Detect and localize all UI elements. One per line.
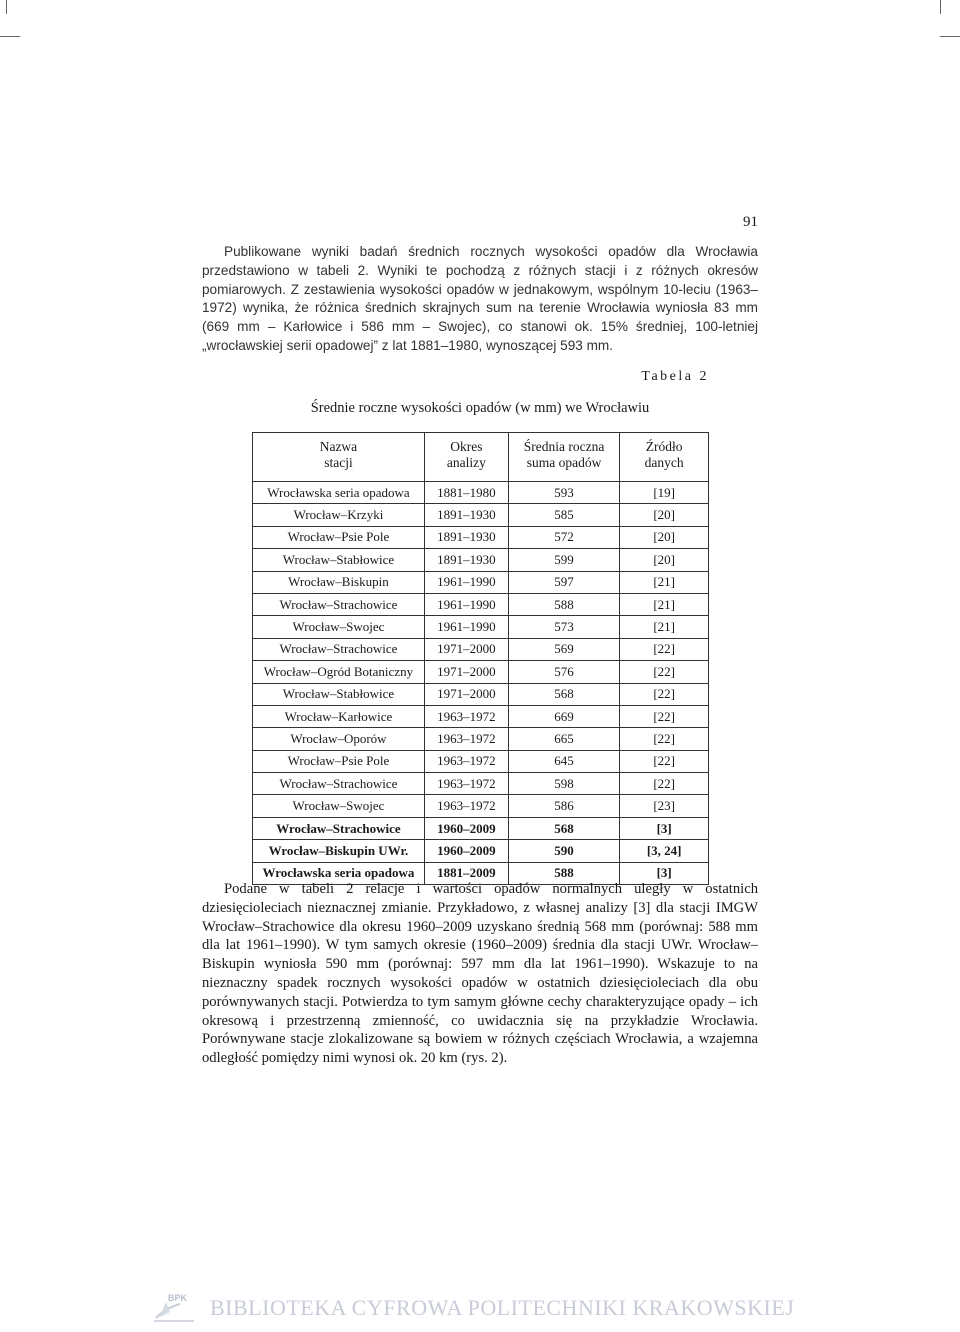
source-cell: [21] (620, 593, 709, 615)
crop-mark-top-left-horizontal (0, 36, 20, 37)
period-cell: 1891–1930 (424, 526, 508, 548)
period-cell: 1960–2009 (424, 840, 508, 862)
source-cell: [3, 24] (620, 840, 709, 862)
mean-cell: 586 (508, 795, 620, 817)
station-cell: Wrocław–Strachowice (253, 817, 425, 839)
source-cell: [22] (620, 773, 709, 795)
mean-cell: 588 (508, 593, 620, 615)
source-cell: [3] (620, 862, 709, 884)
mean-cell: 590 (508, 840, 620, 862)
station-cell: Wrocław–Swojec (253, 795, 425, 817)
table-row (253, 549, 709, 571)
period-cell: 1881–2009 (424, 862, 508, 884)
mean-cell: 593 (508, 482, 620, 504)
table-row (253, 504, 709, 526)
mean-cell: 598 (508, 773, 620, 795)
period-cell: 1971–2000 (424, 683, 508, 705)
station-cell: Wrocław–Stabłowice (253, 549, 425, 571)
header-period: Okres analizy (424, 433, 508, 478)
source-cell: [22] (620, 705, 709, 727)
table-row (253, 705, 709, 727)
mean-cell: 599 (508, 549, 620, 571)
station-cell: Wrocław–Stabłowice (253, 683, 425, 705)
source-cell: [21] (620, 616, 709, 638)
period-cell: 1891–1930 (424, 549, 508, 571)
paragraph-intro (202, 243, 758, 356)
period-cell: 1963–1972 (424, 750, 508, 772)
table-row (253, 728, 709, 750)
table-row (253, 817, 709, 839)
mean-cell: 585 (508, 504, 620, 526)
precipitation-table (252, 432, 709, 885)
period-cell: 1961–1990 (424, 616, 508, 638)
period-cell: 1963–1972 (424, 773, 508, 795)
table-row (253, 638, 709, 660)
period-cell: 1961–1990 (424, 571, 508, 593)
library-logo-icon (150, 1290, 200, 1324)
page-number: 91 (743, 214, 758, 230)
period-cell: 1881–1980 (424, 482, 508, 504)
crop-mark-top-right-vertical (940, 0, 941, 14)
mean-cell: 665 (508, 728, 620, 750)
source-cell: [22] (620, 728, 709, 750)
source-cell: [22] (620, 683, 709, 705)
mean-cell: 576 (508, 661, 620, 683)
table-title: Średnie roczne wysokości opadów (w mm) we Wrocławiu (310, 400, 650, 416)
table-row (253, 526, 709, 548)
station-cell: Wrocław–Ogród Botaniczny (253, 661, 425, 683)
table-row (253, 593, 709, 615)
period-cell: 1971–2000 (424, 661, 508, 683)
station-cell: Wrocław–Strachowice (253, 638, 425, 660)
mean-cell: 573 (508, 616, 620, 638)
table-row (253, 683, 709, 705)
station-cell: Wrocław–Karłowice (253, 705, 425, 727)
station-cell: Wrocław–Psie Pole (253, 750, 425, 772)
mean-cell: 572 (508, 526, 620, 548)
footer-watermark (150, 1290, 820, 1324)
source-cell: [19] (620, 482, 709, 504)
table-row (253, 482, 709, 504)
period-cell: 1963–1972 (424, 728, 508, 750)
header-mean: Średnia roczna suma opadów (508, 433, 620, 478)
paragraph-conclusion-text: Podane w tabeli 2 relacje i wartości opadów normalnych uległy w ostatnich dziesięcioleciach nieznacznej zmianie. Przykładowo, z własnej analizy [3] dla stacji IMGW Wrocław–Strachowice dla okresu 1960–2009 uzyskano średnią 568 mm (porównaj: 588 mm dla lat 1961–1990). W tym samych okresie (1960–2009) średnia dla stacji UWr. Wrocław–Biskupin wyniosła 590 mm (porównaj: 597 mm dla lat 1961–1990). Wskazuje to na nieznaczny spadek rocznych wysokości opadów w ostatnich dziesięcioleciach dla obu porównywanych stacji. Potwierdza to tym samym główne cechy charakteryzujące opady – ich okresową i przestrzenną zmienność, co uwidacznia się na przykładzie Wrocławia. Porównywane stacje zlokalizowane są bowiem w różnych częściach Wrocławia, a wzajemna odległość pomiędzy nimi wynosi ok. 20 km (rys. 2). (202, 881, 758, 1067)
period-cell: 1971–2000 (424, 638, 508, 660)
crop-mark-top-right-horizontal (940, 36, 960, 37)
logo-text: BPK (168, 1293, 188, 1303)
table-header-row (253, 433, 709, 478)
station-cell: Wrocław–Psie Pole (253, 526, 425, 548)
station-cell: Wrocław–Strachowice (253, 773, 425, 795)
mean-cell: 669 (508, 705, 620, 727)
source-cell: [23] (620, 795, 709, 817)
table-row (253, 661, 709, 683)
table-row (253, 795, 709, 817)
table-row (253, 773, 709, 795)
table-row (253, 616, 709, 638)
period-cell: 1961–1990 (424, 593, 508, 615)
source-cell: [20] (620, 526, 709, 548)
period-cell: 1963–1972 (424, 705, 508, 727)
paragraph-conclusion (202, 880, 758, 1068)
station-cell: Wrocław–Oporów (253, 728, 425, 750)
paragraph-intro-text: Publikowane wyniki badań średnich rocznych wysokości opadów dla Wrocławia przedstawiono w tabeli 2. Wyniki te pochodzą z różnych stacji i z różnych okresów pomiarowych. Z zestawienia wysokości opadów w jednakowym, wspólnym 10-leciu (1963–1972) wynika, że różnica średnich skrajnych sum na terenie Wrocławia wyniosła 83 mm (669 mm – Karłowice i 586 mm – Swojec), co stanowi ok. 15% średniej, 100-letniej „wrocławskiej serii opadowej” z lat 1881–1980, wynoszącej 593 mm. (202, 244, 758, 353)
station-cell: Wrocławska seria opadowa (253, 482, 425, 504)
header-station: Nazwa stacji (253, 433, 425, 478)
mean-cell: 597 (508, 571, 620, 593)
period-cell: 1891–1930 (424, 504, 508, 526)
station-cell: Wrocław–Strachowice (253, 593, 425, 615)
source-cell: [20] (620, 504, 709, 526)
station-cell: Wrocław–Biskupin UWr. (253, 840, 425, 862)
table-row (253, 571, 709, 593)
table-body (253, 477, 709, 885)
station-cell: Wrocław–Swojec (253, 616, 425, 638)
source-cell: [20] (620, 549, 709, 571)
crop-mark-top-left-vertical (6, 0, 7, 14)
source-cell: [21] (620, 571, 709, 593)
station-cell: Wrocław–Krzyki (253, 504, 425, 526)
source-cell: [22] (620, 750, 709, 772)
period-cell: 1960–2009 (424, 817, 508, 839)
mean-cell: 568 (508, 817, 620, 839)
period-cell: 1963–1972 (424, 795, 508, 817)
station-cell: Wrocław–Biskupin (253, 571, 425, 593)
table-label: Tabela 2 (641, 369, 709, 384)
mean-cell: 588 (508, 862, 620, 884)
source-cell: [22] (620, 638, 709, 660)
footer-text: BIBLIOTEKA CYFROWA POLITECHNIKI KRAKOWSKIEJ (210, 1295, 795, 1320)
station-cell: Wrocławska seria opadowa (253, 862, 425, 884)
source-cell: [22] (620, 661, 709, 683)
table-row (253, 750, 709, 772)
mean-cell: 569 (508, 638, 620, 660)
table-row (253, 840, 709, 862)
mean-cell: 568 (508, 683, 620, 705)
mean-cell: 645 (508, 750, 620, 772)
header-source: Źródło danych (620, 433, 709, 478)
source-cell: [3] (620, 817, 709, 839)
